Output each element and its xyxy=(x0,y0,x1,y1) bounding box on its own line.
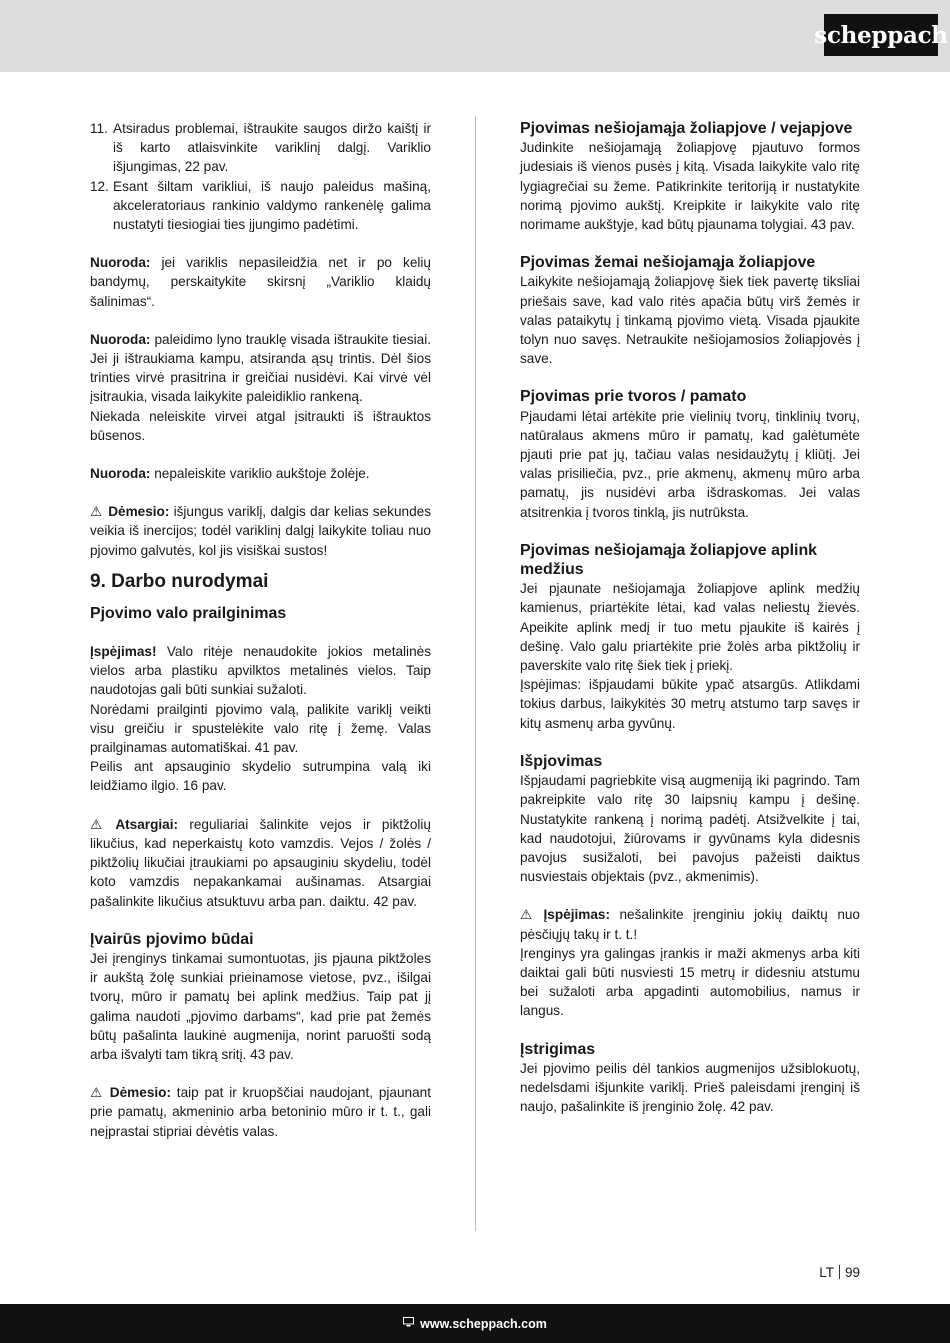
subsection-title: Pjovimo valo prailginimas xyxy=(90,604,287,622)
warning-label: Įspėjimas: xyxy=(543,907,610,923)
body-paragraph: Išpjaudami pagriebkite visą augmeniją iki pagrindo. Tam pakreipkite valo ritę 30 laipsnių kampu į dešinę. Nustatykite rankeną į norimą padėtį. Atsižvelkite į tai, kad naudotojui, žiūrovams ir gyvūnams kyla didesnis pavojus susižaloti, bei pavojus pažeisti daiktus nusviestais objektais (pvz., akmenimis). xyxy=(520,773,860,885)
computer-icon xyxy=(403,1317,414,1330)
subsection-title: Įvairūs pjovimo būdai xyxy=(90,930,254,948)
body-paragraph: Jei pjovimo peilis dėl tankios augmenijos užsiblokuotų, nedelsdami išjunkite variklį. Prieš paleisdami įrenginį iš naujo, pašalinkite iš įrenginio žolę. 42 pav. xyxy=(520,1060,860,1115)
header-bar xyxy=(0,0,950,72)
body-paragraph: Įrenginys yra galingas įrankis ir maži akmenys arba kiti daiktai gali būti nusviesti 15 metrų ir didesniu atstumu bei sužaloti arba apgadinti automobilius, namus ir langus. xyxy=(520,945,860,1019)
note-label: Nuoroda: xyxy=(90,466,151,482)
warning-triangle-icon: ⚠ xyxy=(520,907,533,923)
warning-triangle-icon: ⚠ xyxy=(90,504,103,520)
body-paragraph: Jei įrenginys tinkamai sumontuotas, jis pjauna piktžoles ir aukštą žolę sunkiai prieinamose vietose, pvz., išilgai tvorų, mūro ir pamatų bei aplink medžius. Taip pat jį galima naudoti „pjovimo darbams“, kad prie pat žemės būtų pašalinta laukinė augmenija, norint paruošti sodą arba išvalyti tam tikrą sritį. 43 pav. xyxy=(90,950,431,1062)
warning-label: Įspėjimas! xyxy=(90,644,157,660)
attention-text: taip pat ir kruopščiai naudojant, pjaunant prie pamatų, akmeninio arba betoninio mūro ir t. t., gali neįprastai stipriai dėvėtis valas. xyxy=(90,1085,431,1139)
note-label: Nuoroda: xyxy=(90,331,151,347)
website-link[interactable]: www.scheppach.com xyxy=(420,1316,547,1331)
body-paragraph: Peilis ant apsauginio skydelio sutrumpina valą iki leidžiamo ilgio. 16 pav. xyxy=(90,759,431,794)
body-paragraph: Jei pjaunate nešiojamąja žoliapjove aplink medžių kamienus, priartėkite lėtai, kad valas neliestų žievės. Apeikite aplink medį ir tuo metu pjaukite iš kairės į dešinę. Valo galu priartėkite prie žolės arba piktžolių ir paverskite valo ritę šiek tiek į priekį. xyxy=(520,581,860,674)
list-item xyxy=(90,119,431,177)
caution-paragraph xyxy=(90,815,431,911)
subsection-title: Pjovimas žemai nešiojamąja žoliapjove xyxy=(520,254,816,272)
page-number-value: 99 xyxy=(844,1265,860,1280)
warning-triangle-icon: ⚠ xyxy=(90,816,103,832)
page-number xyxy=(819,1265,860,1280)
body-paragraph: Norėdami prailginti pjovimo valą, palikite variklį veikti visu greičiu ir spustelėkite valo ritę į žemę. Valas prailginamas automatiškai. 41 pav. xyxy=(90,701,431,756)
caution-label: Atsargiai: xyxy=(115,816,179,832)
list-item xyxy=(90,177,431,235)
note-paragraph xyxy=(90,330,431,407)
left-column xyxy=(90,119,431,1141)
subsection-title: Pjovimas nešiojamąja žoliapjove aplink medžius xyxy=(520,541,818,579)
attention-label: Dėmesio: xyxy=(109,1085,171,1101)
column-divider xyxy=(475,116,476,1231)
caution-text: reguliariai šalinkite vejos ir piktžolių likučius, kad neperkaistų koto vamzdis. Vejos / žolės / piktžolių likučiai įtraukiami po apsauginiu skydeliu, todėl koto vamzdis nepakankamai aušinamas. Atsargiai pašalinkite likučius atsuktuvu arba pan. daiktu. 42 pav. xyxy=(90,816,431,909)
language-code: LT xyxy=(819,1265,834,1280)
note-text: jei variklis nepasileidžia net ir po kelių bandymų, perskaitykite skirsnį „Variklio klaidų šalinimas“. xyxy=(90,255,431,309)
footer-bar xyxy=(0,1304,950,1343)
attention-paragraph xyxy=(90,1083,431,1141)
subsection-title: Įstrigimas xyxy=(520,1040,596,1058)
attention-text: išjungus variklį, dalgis dar kelias sekundes veikia iš inercijos; todėl variklinį dalgį laikykite toliau nuo pjovimo galvutės, kol jis visiškai sustos! xyxy=(90,504,431,558)
warning-paragraph xyxy=(90,642,431,700)
warning-paragraph xyxy=(520,905,860,943)
subsection-title: Išpjovimas xyxy=(520,752,603,770)
scheppach-logo: scheppach xyxy=(824,14,938,56)
separator xyxy=(839,1265,840,1279)
attention-paragraph xyxy=(90,502,431,560)
note-paragraph-extra: Niekada neleiskite virvei atgal įsitraukti iš ištrauktos būsenos. xyxy=(90,408,431,443)
step-number: 12. xyxy=(90,178,109,194)
subsection-title: Pjovimas prie tvoros / pamato xyxy=(520,388,747,406)
subsection-title: Pjovimas nešiojamąja žoliapjove / vejapjove xyxy=(520,120,853,137)
warning-triangle-icon: ⚠ xyxy=(90,1085,103,1101)
note-paragraph xyxy=(90,464,431,483)
right-column xyxy=(520,119,860,1116)
steps-list xyxy=(90,119,431,234)
body-paragraph: Laikykite nešiojamąją žoliapjovę šiek tiek pavertę tiksliai priešais save, kad valo ritės apačia būtų virš žemės ir valas pataikytų į tinkamą pjovimo vietą. Visada pjaukite tolyn nuo savęs. Netraukite nešiojamosios žoliapjovės į save. xyxy=(520,274,860,367)
step-number: 11. xyxy=(90,121,108,136)
note-paragraph xyxy=(90,253,431,311)
section-title: 9. Darbo nurodymai xyxy=(90,570,269,592)
note-label: Nuoroda: xyxy=(90,255,151,271)
warning-text: nešalinkite įrenginiu jokių daiktų nuo pėsčiųjų takų ir t. t.! xyxy=(520,907,860,942)
body-paragraph: Pjaudami lėtai artėkite prie vielinių tvorų, tinklinių tvorų, natūralaus akmens mūro ir pamatų, kad galėtumėte pjauti prie pat jų, tačiau valas nesidaužytų į kliūtį. Jei valas prisiliečia, pvz., prie akmenų, akmenų mūro arba pamatų, jis nusidėvi arba išdraskomas. Jei valas atsitrenkia į tvoros tinklą, jis nutrūksta. xyxy=(520,408,860,520)
attention-label: Dėmesio: xyxy=(108,504,170,520)
step-text: Esant šiltam varikliui, iš naujo paleidus mašiną, akceleratoriaus rankinio valdymo rankenėlę galima nustatyti tiesiogiai ties įjungimo padėtimi. xyxy=(113,178,431,233)
note-text: paleidimo lyno trauklę visada ištraukite tiesiai. Jei ji ištraukiama kampu, atsiranda ąsų trintis. Dėl šios trinties virvė prasitrina ir greičiai nusidėvi. Kai virvė vėl įsitraukia, visada laikykite paleidiklio rankeną. xyxy=(90,331,431,405)
warning-text: Valo ritėje nenaudokite jokios metalinės vielos arba plastiku apvilktos metalinės vielos. Taip naudotojas gali būti sunkiai sužaloti. xyxy=(90,644,431,698)
step-text: Atsiradus problemai, ištraukite saugos diržo kaištį ir iš karto atlaisvinkite variklinį dalgį. Variklio išjungimas, 22 pav. xyxy=(113,121,431,175)
body-paragraph: Judinkite nešiojamąją žoliapjovę pjautuvo formos judesiais iš vienos pusės į kitą. Visada laikykite valo ritę lygiagrečiai su žeme. Patikrinkite teritoriją ir nustatykite norimą pjovimo aukštį. Kreipkite ir laikykite valo ritę norimame aukštyje, kad būtų pjaunama tolygiai. 43 pav. xyxy=(520,140,860,233)
body-paragraph: Įspėjimas: išpjaudami būkite ypač atsargūs. Atlikdami tokius darbus, laikykitės 30 metrų atstumo tarp savęs ir kitų asmenų arba gyvūnų. xyxy=(520,677,860,731)
note-text: nepaleiskite variklio aukštoje žolėje. xyxy=(150,466,370,482)
